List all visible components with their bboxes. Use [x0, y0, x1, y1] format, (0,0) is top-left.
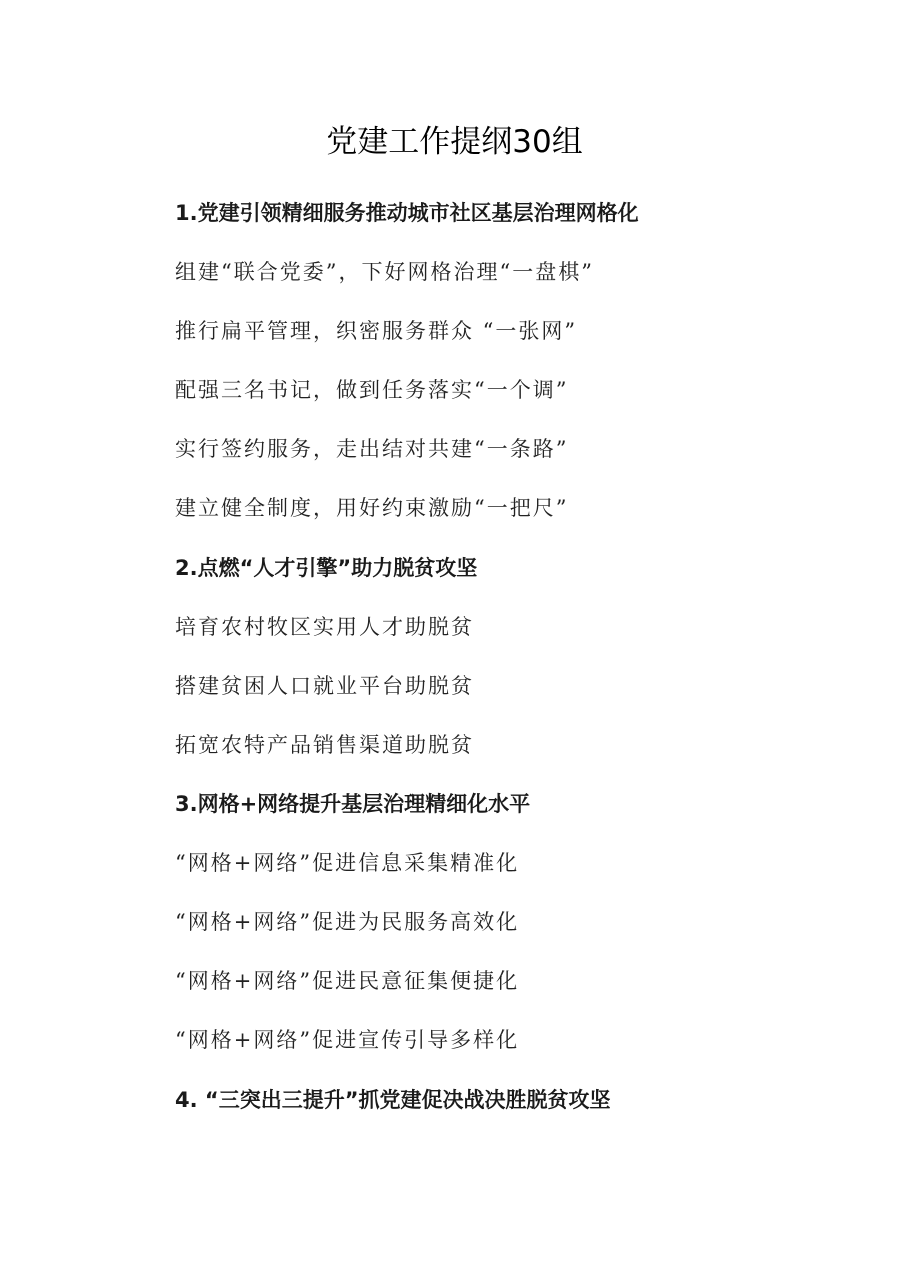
section-item: “网格+网络”促进宣传引导多样化	[175, 1028, 520, 1052]
section-item: 实行签约服务，走出结对共建“一条路”	[175, 437, 569, 461]
section-item: “网格+网络”促进为民服务高效化	[175, 910, 520, 934]
section-heading: 1.党建引领精细服务推动城市社区基层治理网格化	[175, 201, 639, 225]
section-item: “网格+网络”促进信息采集精准化	[175, 851, 520, 875]
section-item: 建立健全制度，用好约束激励“一把尺”	[175, 496, 569, 520]
section-item: “网格+网络”促进民意征集便捷化	[175, 969, 520, 993]
section-heading: 4. “三突出三提升”抓党建促决战决胜脱贫攻坚	[175, 1088, 611, 1112]
section-item: 配强三名书记，做到任务落实“一个调”	[175, 378, 569, 402]
section-item: 拓宽农特产品销售渠道助脱贫	[175, 733, 474, 757]
section-item: 组建“联合党委”，下好网格治理“一盘棋”	[175, 260, 594, 284]
section-heading: 2.点燃“人才引擎”助力脱贫攻坚	[175, 556, 478, 580]
section-item: 搭建贫困人口就业平台助脱贫	[175, 674, 474, 698]
section-item: 推行扁平管理，织密服务群众 “一张网”	[175, 319, 578, 343]
document-title: 党建工作提纲30组	[326, 124, 583, 160]
section-item: 培育农村牧区实用人才助脱贫	[175, 615, 474, 639]
section-heading: 3.网格+网络提升基层治理精细化水平	[175, 792, 531, 816]
